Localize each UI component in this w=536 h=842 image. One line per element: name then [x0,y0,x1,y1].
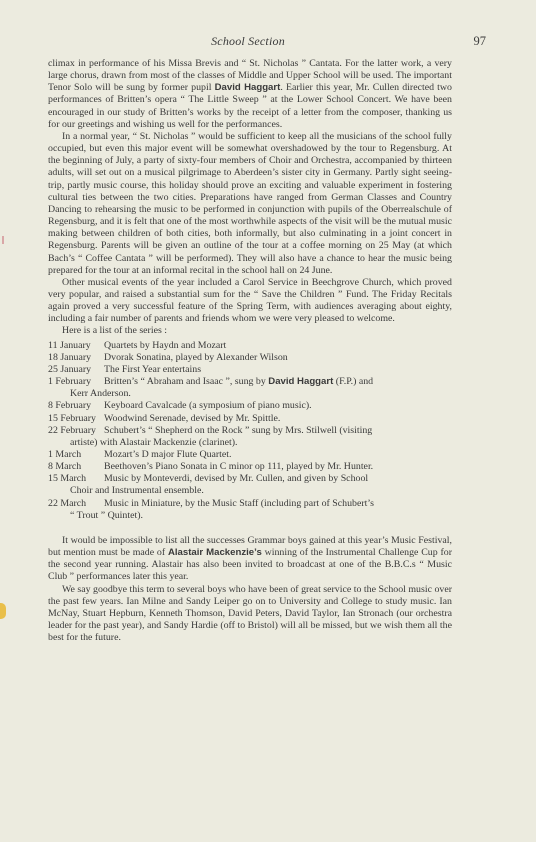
margin-mark [2,236,4,244]
article-body [48,58,452,644]
list-item: 15 March Music by Monteverdi, devised by Mr. Cullen, and given by School Choir and Instrumental ensemble. [48,473,369,497]
page-tab-marker [0,603,6,619]
list-item: 22 March Music in Miniature, by the Music Staff (including part of Schubert’s “ Trout ” Quintet). [48,497,374,521]
list-item: 8 February Keyboard Cavalcade (a symposium of piano music). [48,400,312,412]
paragraph-1: climax in performance of his Missa Brevis and “ St. Nicholas ” Cantata. For the latter work, a very large chorus, drawn from most of the classes of Middle and Upper School will be used. The important Tenor Solo will be sung by former pupil David Haggart. Earlier this year, Mr. Cullen directed two performances of Britten’s opera “ The Little Sweep ” at the Lower School Concert. We have been encouraged in our study of Britten’s works by the receipt of a letter from the composer, thanking us for our greetings and wishing us well for the performances. [48,58,452,130]
name-alastair-mackenzie: Alastair Mackenzie’s [167,547,262,559]
list-item: 11 January Quartets by Haydn and Mozart [48,339,227,351]
list-item: 25 January The First Year entertains [48,363,202,375]
section-title: School Section [211,34,285,48]
list-item: 8 March Beethoven’s Piano Sonata in C minor op 111, played by Mr. Hunter. [48,461,374,473]
list-item: 15 February Woodwind Serenade, devised by Mr. Spittle. [48,412,281,424]
paragraph-2: In a normal year, “ St. Nicholas ” would be sufficient to keep all the musicians of the school fully occupied, but even this major event will be somewhat overshadowed by the tour to Regensburg. At the beginning of July, a party of sixty-four members of Choir and Orchestra, accompanied by thirteen adults, will set out on a musical pilgrimage to Aberdeen’s sister city in Germany. Partly sight seeing-trip, partly music course, this holiday should prove an exciting and valuable experiment in fostering cultural ties between the two cities. Preparations have ranged from German Classes and Country Dancing to rehearsing the music to be performed in conjunction with pupils of the Oberrealschule of Regensburg, and it is felt that one of the most worthwhile aspects of the visit will be the mutual music making between children of both cities, both informally, but also culminating in a joint concert in Regensburg. Parents will be given an outline of the tour at a coffee morning on 25 May (at which Bach’s “ Coffee Cantata ” will be performed). They will also have a chance to hear the music being prepared for the tour at an informal recital in the school hall on 24 June. [48,130,452,276]
list-item: 1 February Britten’s “ Abraham and Isaac ”, sung by David Haggart (F.P.) and Kerr Anderson. [48,376,374,400]
recital-series-list [48,340,452,522]
paragraph-4: It would be impossible to list all the successes Grammar boys gained at this year’s Music Festival, but mention must be made of Alastair Mackenzie’s winning of the Instrumental Challenge Cup for the second year running. Alastair has also been invited to broadcast at one of the B.B.C.s “ Music Club ” performances later this year. [48,534,453,583]
page-number: 97 [473,34,486,48]
name-david-haggart: David Haggart [214,82,281,94]
list-item: 18 January Dvorak Sonatina, played by Alexander Wilson [48,351,288,363]
paragraph-3: Other musical events of the year included a Carol Service in Beechgrove Church, which proved very popular, and raised a substantial sum for the “ Save the Children ” Fund. The Friday Recitals again proved a very successful feature of the Spring Term, with audiences averaging about eighty, including a fair number of parents and friends whom we were very pleased to welcome. [48,276,452,325]
list-item: 22 February Schubert’s “ Shepherd on the Rock ” sung by Mrs. Stilwell (visiting artiste) with Alastair Mackenzie (clarinet). [48,424,373,448]
series-intro: Here is a list of the series : [62,325,168,337]
running-header [48,34,486,50]
paragraph-5: We say goodbye this term to several boys who have been of great service to the School music over the past few years. Ian Milne and Sandy Leiper go on to University and College to study music. Ian McNay, Stuart Hepburn, Kenneth Thomson, David Peters, David Taylor, Ian Stronach (our orchestra leader for the past year), and Sandy Hardie (off to Bristol) will all be missed, but we wish them all the best for the future. [48,583,452,644]
list-item: 1 March Mozart’s D major Flute Quartet. [48,449,232,460]
